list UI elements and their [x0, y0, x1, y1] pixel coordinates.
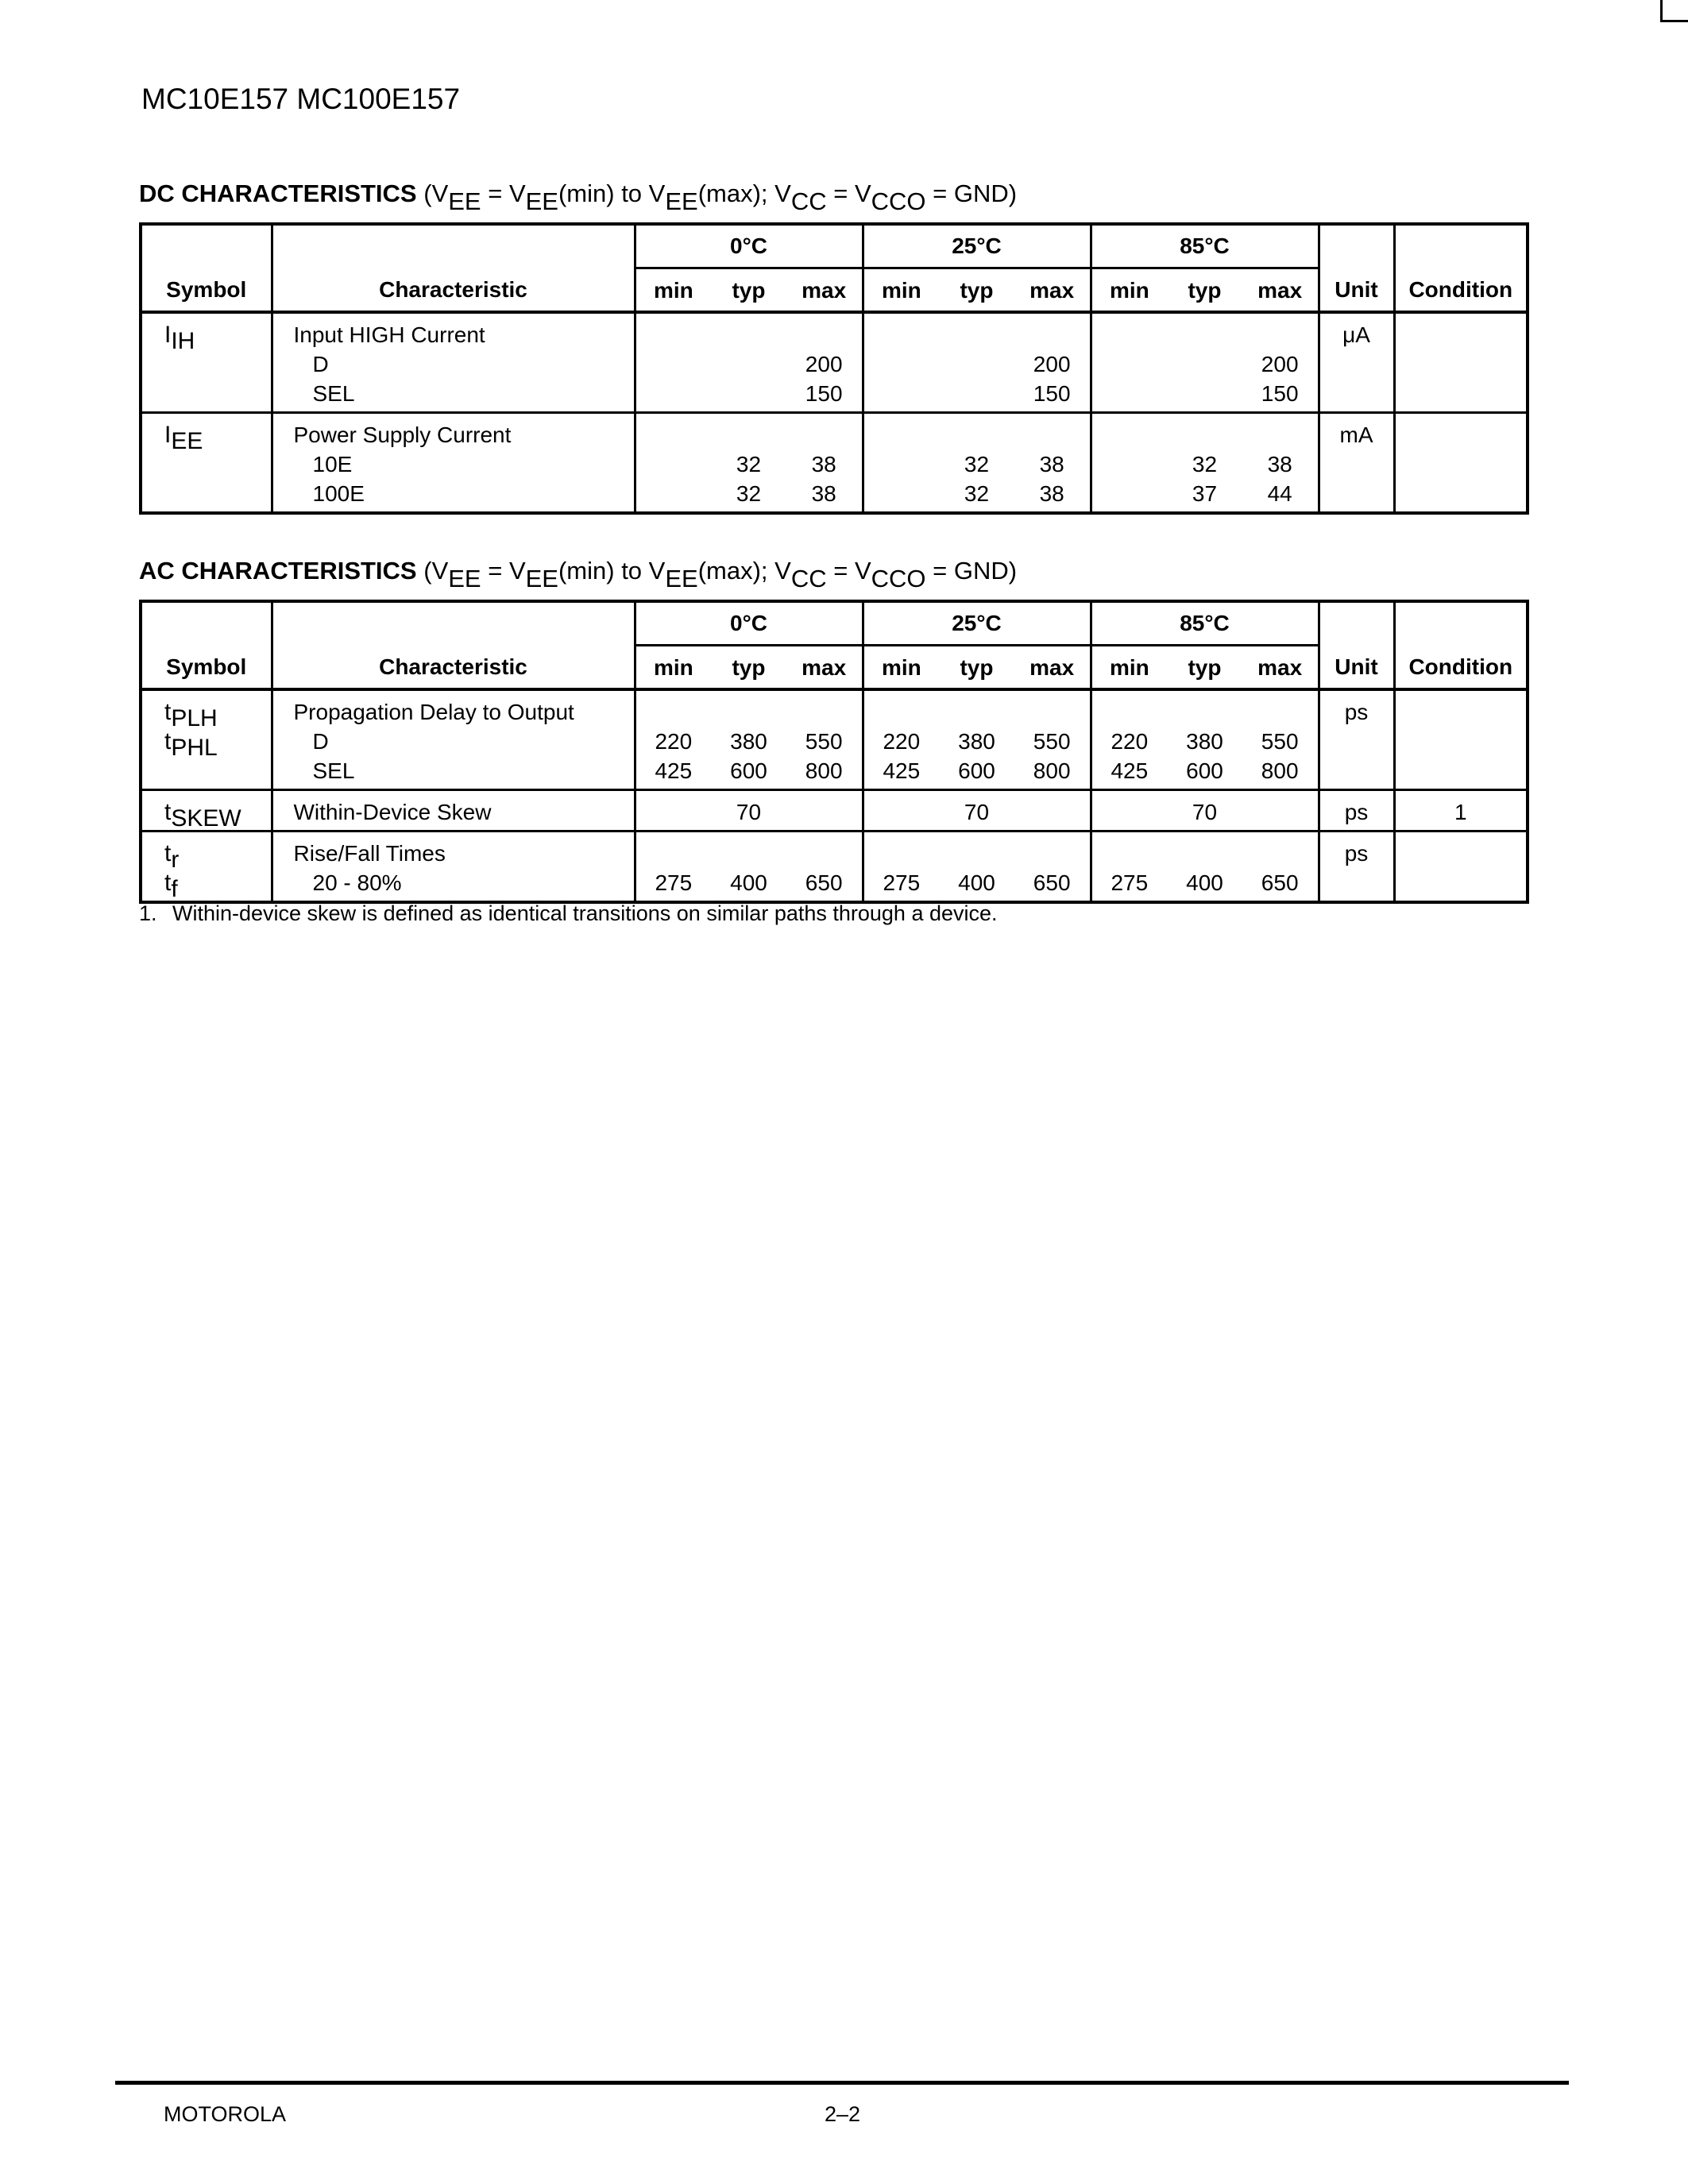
value: 220: [883, 729, 921, 754]
symbol-cell: [141, 312, 272, 413]
ac-title-label: AC CHARACTERISTICS: [139, 557, 417, 585]
value: 425: [1111, 758, 1149, 783]
value: [636, 349, 712, 379]
footnote-number: 1.: [139, 901, 157, 925]
value: [864, 839, 940, 868]
value: 425: [655, 758, 693, 783]
value: [786, 797, 862, 827]
symbol: tPHL: [164, 728, 218, 761]
value: [939, 320, 1014, 349]
subheader-typ: typ: [960, 277, 994, 303]
value: 425: [883, 758, 921, 783]
value: 550: [805, 729, 843, 754]
subheader-typ: typ: [960, 654, 994, 680]
subheader-min: min: [1109, 654, 1149, 680]
subheader-typ: typ: [732, 277, 766, 303]
value: 150: [1033, 381, 1071, 406]
characteristic-text: Rise/Fall Times: [293, 841, 446, 866]
temperature-values-cell: [863, 689, 1091, 790]
value: [786, 839, 862, 868]
value: [939, 420, 1014, 450]
table-row: [141, 689, 1528, 790]
temperature-values-cell: [1091, 689, 1319, 790]
value: [864, 320, 940, 349]
temperature-values-cell: [863, 832, 1091, 903]
characteristic-text: D: [312, 352, 329, 376]
subheader-max: max: [1257, 277, 1303, 303]
dc-section-title: [139, 179, 1018, 215]
symbol-header: Symbol: [141, 601, 272, 689]
value: 600: [730, 758, 767, 783]
value: [1014, 797, 1090, 827]
value: [711, 839, 786, 868]
condition-cell: [1394, 312, 1528, 413]
symbol-header: Symbol: [141, 224, 272, 312]
value: 650: [805, 870, 843, 895]
symbol-cell: [141, 689, 272, 790]
unit-cell: [1319, 413, 1394, 514]
value: [636, 479, 712, 508]
value: 275: [883, 870, 921, 895]
value: 800: [805, 758, 843, 783]
min-typ-max-header: [635, 268, 863, 313]
value: 400: [730, 870, 767, 895]
value: [786, 420, 862, 450]
temperature-values-cell: [1091, 832, 1319, 903]
value: 32: [736, 452, 762, 477]
characteristic-cell: [272, 312, 635, 413]
condition: [1396, 697, 1527, 727]
value: 380: [730, 729, 767, 754]
temperature-values-cell: [635, 832, 863, 903]
unit-header: Unit: [1319, 224, 1394, 312]
value: 650: [1261, 870, 1299, 895]
value: 220: [1111, 729, 1149, 754]
ac-characteristics-table: [139, 600, 1529, 904]
symbol: tSKEW: [164, 799, 241, 832]
temperature-values-cell: [1091, 790, 1319, 832]
value: 38: [1267, 452, 1292, 477]
value: 32: [736, 481, 762, 506]
value: [1092, 420, 1168, 450]
condition: [1396, 839, 1527, 868]
characteristic-text: SEL: [312, 381, 355, 406]
value: [939, 839, 1014, 868]
corner-crop-mark: [1660, 0, 1688, 22]
temperature-values-cell: [1091, 413, 1319, 514]
temperature-header: 85°C: [1091, 224, 1319, 268]
symbol-cell: [141, 790, 272, 832]
table-row: [141, 832, 1528, 903]
footer-brand: MOTOROLA: [164, 2102, 287, 2126]
value: 200: [1261, 352, 1299, 376]
temperature-header: 25°C: [863, 224, 1091, 268]
temperature-values-cell: [863, 413, 1091, 514]
temperature-values-cell: [863, 790, 1091, 832]
value: [636, 839, 712, 868]
value: 150: [1261, 381, 1299, 406]
characteristic-header: Characteristic: [272, 224, 635, 312]
value: [864, 379, 940, 408]
value: [636, 420, 712, 450]
value: 38: [811, 452, 836, 477]
condition: 1: [1454, 800, 1467, 824]
value: [864, 450, 940, 479]
value: [1242, 420, 1318, 450]
value: 550: [1033, 729, 1071, 754]
value: [1092, 450, 1168, 479]
value: [1092, 479, 1168, 508]
value: [636, 320, 712, 349]
value: 800: [1261, 758, 1299, 783]
value: [1167, 349, 1242, 379]
value: 38: [1039, 481, 1064, 506]
unit: ps: [1344, 800, 1369, 824]
unit-cell: [1319, 790, 1394, 832]
value: [939, 379, 1014, 408]
value: [1242, 320, 1318, 349]
dc-title-label: DC CHARACTERISTICS: [139, 179, 417, 207]
value: [1014, 420, 1090, 450]
value: [711, 320, 786, 349]
temperature-values-cell: [635, 413, 863, 514]
footnote-text: Within-device skew is defined as identical transitions on similar paths through a device.: [172, 901, 998, 925]
condition-header: Condition: [1394, 224, 1528, 312]
page-number: 2–2: [825, 2102, 861, 2126]
subheader-max: max: [802, 277, 847, 303]
value: 220: [655, 729, 693, 754]
characteristic-cell: [272, 832, 635, 903]
value: [1167, 379, 1242, 408]
dc-characteristics-table: [139, 222, 1529, 515]
min-typ-max-header: [863, 268, 1091, 313]
value: [1092, 320, 1168, 349]
condition: [1396, 320, 1527, 349]
table-row: [141, 312, 1528, 413]
value: [1242, 797, 1318, 827]
value: 275: [655, 870, 693, 895]
symbol: IIH: [164, 322, 195, 354]
value: [636, 697, 712, 727]
temperature-values-cell: [635, 790, 863, 832]
value: [711, 379, 786, 408]
characteristic-text: Propagation Delay to Output: [293, 700, 574, 724]
symbol: tr: [164, 840, 180, 873]
unit-cell: [1319, 689, 1394, 790]
value: 70: [736, 800, 762, 824]
document-title: MC10E157 MC100E157: [141, 83, 461, 115]
characteristic-cell: [272, 413, 635, 514]
unit-cell: [1319, 832, 1394, 903]
value: [1092, 697, 1168, 727]
min-typ-max-header: [1091, 268, 1319, 313]
value: [786, 320, 862, 349]
value: [1014, 839, 1090, 868]
value: 600: [1186, 758, 1223, 783]
value: [711, 420, 786, 450]
value: 650: [1033, 870, 1071, 895]
temperature-values-cell: [635, 689, 863, 790]
condition-cell: [1394, 689, 1528, 790]
subheader-max: max: [1029, 277, 1075, 303]
characteristic-text: 20 - 80%: [312, 870, 402, 895]
value: [864, 797, 940, 827]
value: [1167, 320, 1242, 349]
ac-title-conditions: ($V_{EE} = V_{EE}(\min)$ to $V_{EE}(\max)$; $V_{CC} = V_{CCO} = GND$): [423, 557, 1018, 592]
value: [1092, 379, 1168, 408]
value: 380: [1186, 729, 1223, 754]
value: 400: [1186, 870, 1223, 895]
unit: ps: [1344, 841, 1369, 866]
value: 38: [811, 481, 836, 506]
value: [786, 697, 862, 727]
footnote: [139, 901, 998, 926]
subheader-min: min: [881, 277, 921, 303]
value: [1242, 697, 1318, 727]
unit: ps: [1344, 700, 1369, 724]
subheader-typ: typ: [1188, 654, 1222, 680]
value: 70: [964, 800, 990, 824]
unit-header: Unit: [1319, 601, 1394, 689]
symbol: tPLH: [164, 699, 218, 731]
unit: mA: [1339, 423, 1373, 447]
subheader-min: min: [1109, 277, 1149, 303]
temperature-values-cell: [1091, 312, 1319, 413]
subheader-min: min: [653, 654, 693, 680]
value: 550: [1261, 729, 1299, 754]
characteristic-text: 100E: [312, 481, 365, 506]
ac-section-title: [139, 556, 1018, 592]
value: [636, 797, 712, 827]
value: 800: [1033, 758, 1071, 783]
temperature-header: 25°C: [863, 601, 1091, 646]
temperature-values-cell: [635, 312, 863, 413]
condition-cell: [1394, 413, 1528, 514]
value: 44: [1267, 481, 1292, 506]
value: [1092, 797, 1168, 827]
value: 38: [1039, 452, 1064, 477]
characteristic-cell: [272, 790, 635, 832]
condition-header: Condition: [1394, 601, 1528, 689]
unit-cell: [1319, 312, 1394, 413]
subheader-typ: typ: [732, 654, 766, 680]
dc-title-conditions: ($V_{EE} = V_{EE}(\min)$ to $V_{EE}(\max)$; $V_{CC} = V_{CCO} = GND$): [423, 179, 1018, 215]
characteristic-text: SEL: [312, 758, 355, 783]
characteristic-cell: [272, 689, 635, 790]
value: 275: [1111, 870, 1149, 895]
condition-cell: [1394, 832, 1528, 903]
condition: [1396, 420, 1527, 450]
min-typ-max-header: [635, 646, 863, 690]
characteristic-text: 10E: [312, 452, 353, 477]
subheader-min: min: [653, 277, 693, 303]
subheader-max: max: [802, 654, 847, 680]
value: [636, 450, 712, 479]
value: [636, 379, 712, 408]
value: [711, 349, 786, 379]
value: 200: [805, 352, 843, 376]
symbol: tf: [164, 870, 178, 902]
value: 200: [1033, 352, 1071, 376]
value: [711, 697, 786, 727]
condition-cell: [1394, 790, 1528, 832]
min-typ-max-header: [1091, 646, 1319, 690]
value: [864, 420, 940, 450]
value: [864, 479, 940, 508]
temperature-header: 85°C: [1091, 601, 1319, 646]
value: 70: [1192, 800, 1218, 824]
value: [1014, 320, 1090, 349]
value: [1167, 697, 1242, 727]
symbol-cell: [141, 413, 272, 514]
value: [1092, 839, 1168, 868]
table-row: [141, 790, 1528, 832]
value: [864, 349, 940, 379]
value: 32: [964, 452, 990, 477]
temperature-header: 0°C: [635, 224, 863, 268]
min-typ-max-header: [863, 646, 1091, 690]
temperature-header: 0°C: [635, 601, 863, 646]
value: [1167, 839, 1242, 868]
value: [939, 349, 1014, 379]
value: 150: [805, 381, 843, 406]
value: 380: [958, 729, 995, 754]
subheader-max: max: [1257, 654, 1303, 680]
table-row: [141, 413, 1528, 514]
characteristic-text: D: [312, 729, 329, 754]
value: 37: [1192, 481, 1218, 506]
value: [1092, 349, 1168, 379]
symbol: IEE: [164, 422, 203, 454]
value: 600: [958, 758, 995, 783]
subheader-min: min: [881, 654, 921, 680]
value: 400: [958, 870, 995, 895]
characteristic-text: Power Supply Current: [293, 423, 512, 447]
value: [1167, 420, 1242, 450]
value: 32: [964, 481, 990, 506]
footer-rule: [115, 2081, 1569, 2085]
value: [864, 697, 940, 727]
subheader-typ: typ: [1188, 277, 1222, 303]
temperature-values-cell: [863, 312, 1091, 413]
characteristic-text: Input HIGH Current: [293, 322, 485, 347]
unit: μA: [1342, 322, 1370, 347]
value: [939, 697, 1014, 727]
characteristic-header: Characteristic: [272, 601, 635, 689]
value: [1242, 839, 1318, 868]
value: 32: [1192, 452, 1218, 477]
characteristic-text: Within-Device Skew: [293, 800, 492, 824]
symbol-cell: [141, 832, 272, 903]
subheader-max: max: [1029, 654, 1075, 680]
value: [1014, 697, 1090, 727]
